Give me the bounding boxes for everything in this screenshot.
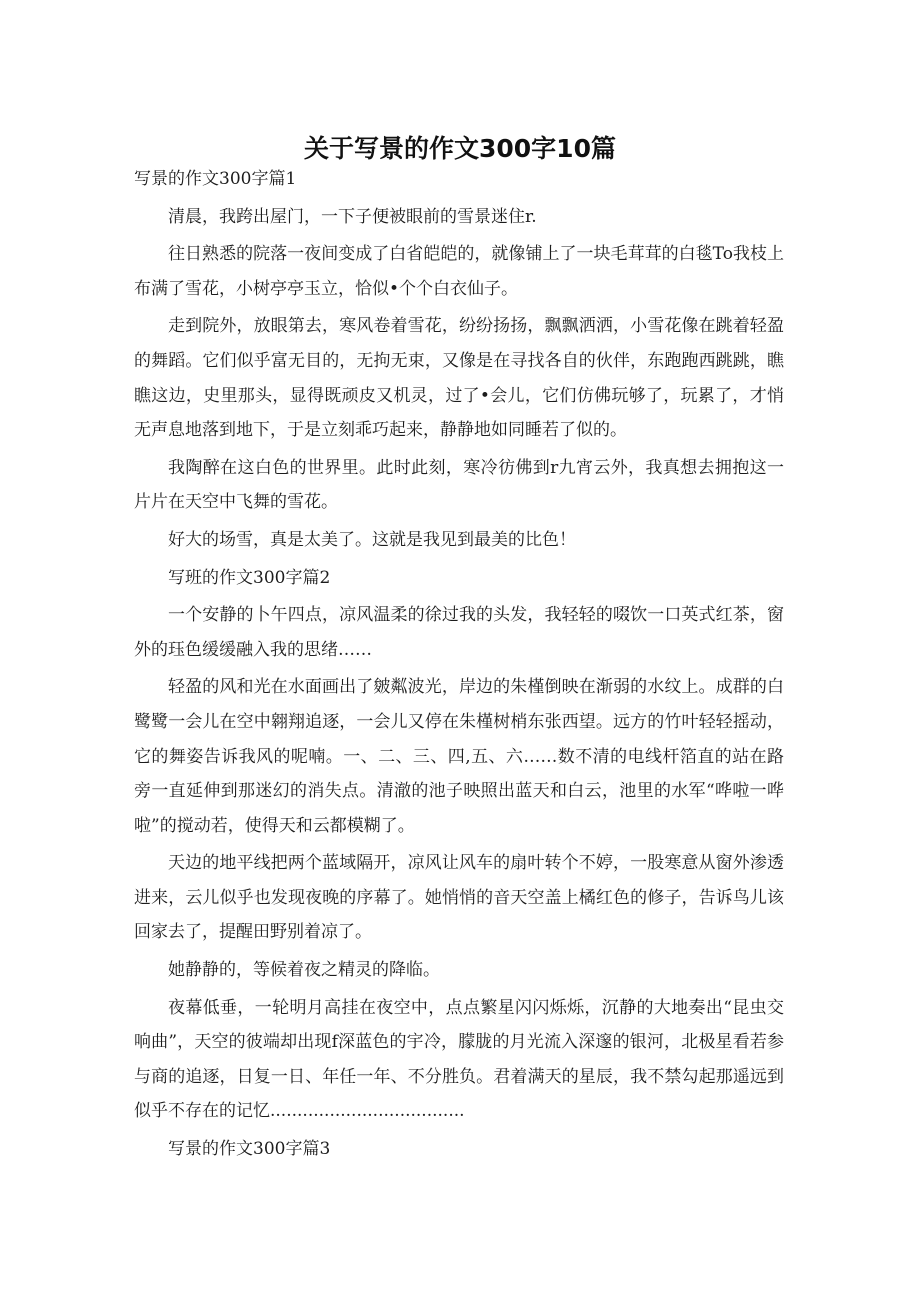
paragraph: 她静静的，等候着夜之精灵的降临。 xyxy=(168,960,440,981)
document-body xyxy=(134,162,784,1167)
section-heading: 写景的作文300字篇3 xyxy=(168,1139,331,1160)
paragraph: 夜幕低垂，一轮明月高挂在夜空中，点点繁星闪闪烁烁，沉静的大地奏出“昆虫交响曲”，天空的彼端却出现f深蓝色的宇冷，朦胧的月光流入深邃的银河，北极星看若参与商的追逐，日复一日、年任一年、不分胜负。君着满天的星辰，我不禁勾起那遥远到似乎不存在的记忆.................................... xyxy=(134,997,784,1122)
paragraph: 我陶醉在这白色的世界里。此时此刻，寒冷彷佛到r九宵云外，我真想去拥抱这一片片在天空中飞舞的雪花。 xyxy=(134,457,784,513)
document-title: 关于写景的作文300字10篇 xyxy=(304,133,616,163)
section-heading: 写班的作文300字篇2 xyxy=(168,567,331,588)
section-heading: 写景的作文300字篇1 xyxy=(134,169,297,189)
paragraph: 轻盈的风和光在水面画出了皴粼波光，岸边的朱槿倒映在渐弱的水纹上。成群的白鹭鹭一会儿在空中翱翔追逐，一会儿又停在朱槿树梢东张西望。远方的竹叶轻轻摇动，它的舞姿告诉我风的呢喃。一、二、三、四,五、六……数不清的电线杆箔直的站在路旁一直延伸到那迷幻的消失点。清澈的池子映照出蓝天和白云，池里的水军“哗啦一哗啦”的搅动若，使得天和云都模糊了。 xyxy=(134,677,784,836)
paragraph: 走到院外，放眼第去，寒风卷着雪花，纷纷扬扬，飘飘洒洒，小雪花像在跳着轻盈的舞蹈。它们似乎富无目的，无拘无束，又像是在寻找各自的伙伴，东跑跑西跳跳，瞧瞧这边，史里那头，显得既顽皮又机灵，过了•会儿，它们仿佛玩够了，玩累了，才悄无声息地落到地下，于是立刻乖巧起来，静静地如同睡若了似的。 xyxy=(134,316,784,441)
paragraph: 天边的地平线把两个蓝域隔开，凉风让风车的扇叶转个不婷，一股寒意从窗外渗透进来，云儿似乎也发现夜晚的序幕了。她悄悄的音天空盖上橘红色的修子，告诉鸟儿该回家去了，提醒田野别着凉了。 xyxy=(134,853,784,943)
paragraph: 往日熟悉的院落一夜间变成了白省皑皑的，就像铺上了一块毛茸茸的白毯To我枝上布满了雪花，小树亭亭玉立，恰似•个个白衣仙子。 xyxy=(134,244,784,299)
paragraph: 好大的场雪，真是太美了。这就是我见到最美的比色！ xyxy=(168,529,576,550)
paragraph: 一个安静的卜午四点，凉风温柔的徐过我的头发，我轻轻的啜饮一口英式红茶，窗外的珏色缓缓融入我的思绪…… xyxy=(134,605,784,660)
paragraph: 清晨，我跨出屋门，一下子便被眼前的雪景迷住r. xyxy=(168,206,537,227)
